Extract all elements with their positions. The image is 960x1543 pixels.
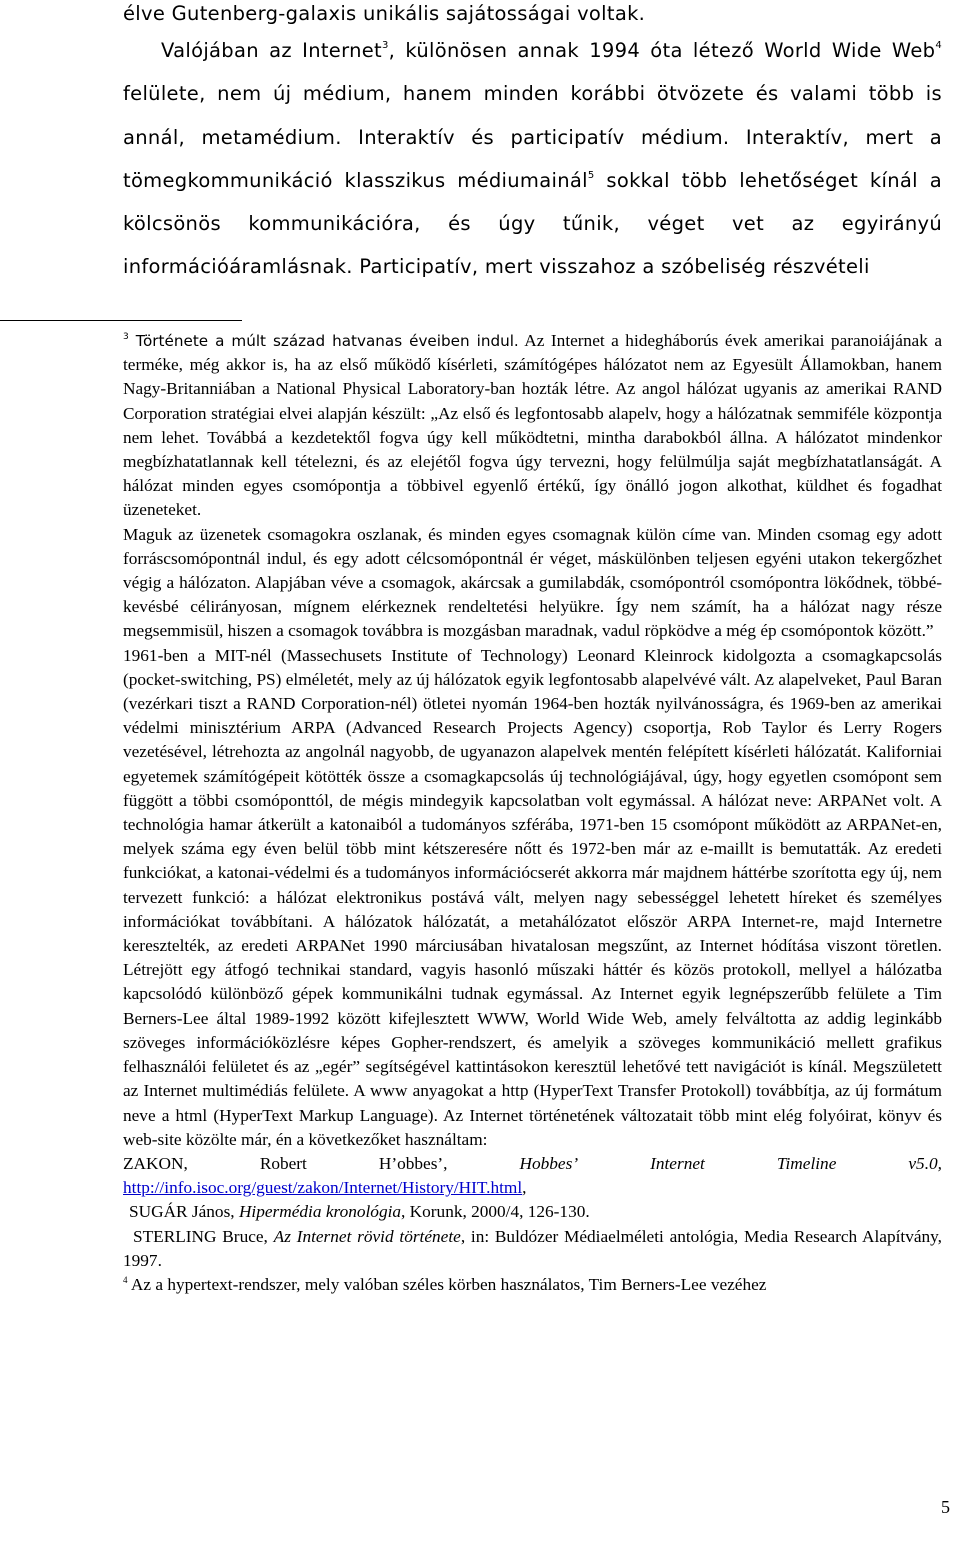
footnote-separator <box>0 320 242 321</box>
footnote-3: $^3$ Története a múlt század hatvanas éveiben indul. Az Internet a hidegháborús évek amerikai paranoiájának a terméke, még akkor is, ha az első működő kísérleti, számítógépes hálózatot nem az Egyesült Államokban, hanem Nagy-Britanniában a National Physical Laboratory-ban hozták létre. Az angol hálózat ugyanis az amerikai RAND Corporation stratégiai elvei alapján készült: „Az első és legfontosabb alapelv, hogy a hálózatnak semmiféle központja nem lehet. Továbbá a kezdetektől fogva úgy kell működtetni, mintha darabokból állna. A hálózatot mindenkor megbízhatatlannak kell tételezni, és az elejétől fogva úgy tervezni, hogy felülmúlja saját megbízhatatlanságát. A hálózat minden egyes csomópontja a többivel egyenlő értékű, így önálló jogon alkothat, küldhet és fogadhat üzeneteket. <box>123 331 942 520</box>
reference-zakon: ZAKON, Robert H’obbes’, Hobbes’ Internet Timeline v5.0, <box>123 1153 942 1173</box>
footnote-4: $^4$ Az a hypertext-rendszer, mely valóban széles körben használatos, Tim Berners-Lee vezéhez <box>123 1274 767 1294</box>
footnote-ref-5[interactable]: 5 <box>587 169 595 181</box>
reference-link[interactable]: http://info.isoc.org/guest/zakon/Internet/History/HIT.html <box>123 1178 523 1198</box>
body-line-continuation: élve Gutenberg-galaxis unikális sajátosságai voltak. <box>123 2 646 25</box>
footnotes: $^3$ Története a múlt század hatvanas éveiben indul. Az Internet a hidegháborús évek amerikai paranoiájának a terméke, még akkor is, ha az első működő kísérleti, számítógépes hálózatot nem az Egyesült Államokban, hanem Nagy-Britanniában a National Physical Laboratory-ban hozták létre. Az angol hálózat ugyanis az amerikai RAND Corporation stratégiai elvei alapján készült: „Az első és legfontosabb alapelv, hogy a hálózatnak semmiféle központja nem lehet. Továbbá a kezdetektől fogva úgy kell működtetni, mintha darabokból állna. A hálózatot mindenkor megbízhatatlannak kell tételezni, és az elejétől fogva úgy tervezni, hogy felülmúlja saját megbízhatatlanságát. A hálózat minden egyes csomópontja a többivel egyenlő értékű, így önálló jogon alkothat, küldhet és fogadhat üzeneteket. Maguk az üzenetek csomagokra oszlanak, és minden egyes csomagnak külön címe van. Minden csomag egy adott forráscsomópontnál indul, és egy adott célcsomópontnál ér véget, máskülönben teljesen egyéni utakon tekergőzhet végig a hálózaton. Alapjában véve a csomagok, akárcsak a gumilabdák, csomópontról csomópontra lökődnek, többé-kevésbé célirányosan, mígnem elérkeznek rendeltetési helyükre. Így nem számít, ha a hálózat nagy része megsemmisül, hiszen a csomagok továbbra is mozgásban maradnak, vadul röpködve a még ép csomópontok között.” 1961-ben a MIT-nél (Massechusets Institute of Technology) Leonard Kleinrock kidolgozta a csomagkapcsolás (pocket-switching, PS) elméletét, mely az új hálózatok egyik legfontosabb alapelvévé vált. Az alapelveket, Paul Baran (vezérkari tiszt a RAND Corporation-nél) ötletei nyomán 1964-ben hozták nyilvánosságra, és 1969-ben az amerikai védelmi minisztérium ARPA (Advanced Research Projects Agency) csoportja, Rob Taylor és Lerry Rogers vezetésével, létrehozta az angolnál nagyobb, de ugyanazon alapelvek mentén felépített kísérleti hálózatát. Kaliforniai egyetemek számítógépeit kötötték össze a csomagkapcsolás új technológiájával, úgy, hogy egyetlen csomópont sem függött a többi csomóponttól, de mégis mindegyik kapcsolatban volt egymással. A hálózat neve: ARPANet volt. A technológia hamar átkerült a katonaiból a tudományos szférába, 1971-ben 15 csomópont működött az ARPANet-en, melyek száma egy éven belül több mint kétszeresére nőtt és 1972-ben már az e-maillt is bemutatták. Az eredeti funkciókat, a katonai-védelmi és a tudományos információcserét akkorra már majdnem háttérbe szorította egy új, nem tervezett funkció: a hálózat elektronikus postává vált, melyen nagy sebességgel lehetett híreket és személyes információkat továbbítani. A hálózatok hálózatát, a metahálózatot először ARPA Internet-re, majd Internetre keresztelték, az eredeti ARPANet 1990 márciusában hivatalosan megszűnt, az Internet hódítása viszont töretlen. Létrejött egy átfogó technikai standard, vagyis hasonló műszaki háttér és közös protokoll, mellyel a hálózatba kapcsolódó különböző gépek kommunikálni tudnak egymással. Az Internet egyik legnépszerűbb felülete a Tim Berners-Lee által 1989-1992 között kifejlesztett WWW, World Wide Web, amely felváltotta az addig leginkább szöveges információközlésre képes Gopher-rendszert, és amelyik a szöveges kommunikáció mellett grafikus felhasználói felületet és az „egér” segítségével kattintásokon keresztül lehetővé tett navigációt is kínál. Megszületett az Internet multimédiás felülete. A www anyagokat a http (HyperText Transfer Protokoll) továbbítja, az új formátum neve a html (HyperText Markup Language). Az Internet történetének változatait több mint elég folyóirat, könyv és web-site közölte már, én a következőket használtam: ZAKON, Robert H’obbes’, Hobbes’ Internet Timeline v5.0, http://info.isoc.org/guest/zakon/Internet/History/HIT.html, SUGÁR János, Hipermédia kronológia, Korunk, 2000/4, 126-130. STERLING Bruce, Az Internet rövid története, in: Buldózer Médiaelméleti antológia, Media Research Alapítvány, 1997. $^4$ Az a hypertext-rendszer, mely valóban széles körben használatos, Tim Berners-Lee vezéhez <box>123 329 942 1297</box>
footnote-ref-4[interactable]: 4 <box>935 40 942 51</box>
footnote-3-paragraph-2: Maguk az üzenetek csomagokra oszlanak, és minden egyes csomagnak külön címe van. Minden csomag egy adott forráscsomópontnál indul, és egy adott célcsomópontnál ér véget, máskülönben teljesen egyéni utakon tekergőzhet végig a hálózaton. Alapjában véve a csomagok, akárcsak a gumilabdák, csomópontról csomópontra lökődnek, többé-kevésbé célirányosan, mígnem elérkeznek rendeltetési helyükre. Így nem számít, ha a hálózat nagy része megsemmisül, hiszen a csomagok továbbra is mozgásban maradnak, vadul röpködve a még ép csomópontok között.” <box>123 524 942 641</box>
reference-sterling: STERLING Bruce, Az Internet rövid története, in: Buldózer Médiaelméleti antológia, Media Research Alapítvány, 1997. <box>123 1226 942 1270</box>
footnote-ref-3[interactable]: 3 <box>381 40 389 51</box>
reference-sugar: SUGÁR János, Hipermédia kronológia, Korunk, 2000/4, 126-130. <box>129 1202 590 1222</box>
page-number: 5 <box>941 1497 950 1517</box>
body-paragraph: Valójában az Internet$^3$, különösen annak 1994 óta létező World Wide Web$^4$ felülete, nem új médium, hanem minden korábbi ötvözete és valami több is annál, metamédium. Interaktív és participatív médium. Interaktív, mert a tömegkommunikáció klasszikus médiumainál$^5$ sokkal több lehetőséget kínál a kölcsönös kommunikációra, és úgy tűnik, véget vet az egyirányú információáramlásnak. Participatív, mert visszahoz a szóbeliség részvételi <box>123 39 942 279</box>
footnote-3-paragraph-3: 1961-ben a MIT-nél (Massechusets Institute of Technology) Leonard Kleinrock kidolgozta a csomagkapcsolás (pocket-switching, PS) elméletét, mely az új hálózatok egyik legfontosabb alapelvévé vált. Az alapelveket, Paul Baran (vezérkari tiszt a RAND Corporation-nél) ötletei nyomán 1964-ben hozták nyilvánosságra, és 1969-ben az amerikai védelmi minisztérium ARPA (Advanced Research Projects Agency) csoportja, Rob Taylor és Lerry Rogers vezetésével, létrehozta az angolnál nagyobb, de ugyanazon alapelvek mentén felépített kísérleti hálózatát. Kaliforniai egyetemek számítógépeit kötötték össze a csomagkapcsolás új technológiájával, úgy, hogy egyetlen csomópont sem függött a többi csomóponttól, de mégis mindegyik kapcsolatban volt egymással. A hálózat neve: ARPANet volt. A technológia hamar átkerült a katonaiból a tudományos szférába, 1971-ben 15 csomópont működött az ARPANet-en, melyek száma egy éven belül több mint kétszeresére nőtt és 1972-ben már az e-maillt is bemutatták. Az eredeti funkciókat, a katonai-védelmi és a tudományos információcserét akkorra már majdnem háttérbe szorította egy új, nem tervezett funkció: a hálózat elektronikus postává vált, melyen nagy sebességgel lehetett híreket és személyes információkat továbbítani. A hálózatok hálózatát, a metahálózatot először ARPA Internet-re, majd Internetre keresztelték, az eredeti ARPANet 1990 márciusában hivatalosan megszűnt, az Internet hódítása viszont töretlen. Létrejött egy átfogó technikai standard, vagyis hasonló műszaki háttér és közös protokoll, mellyel a hálózatba kapcsolódó különböző gépek kommunikálni tudnak egymással. Az Internet egyik legnépszerűbb felülete a Tim Berners-Lee által 1989-1992 között kifejlesztett WWW, World Wide Web, amely felváltotta az addig leginkább szöveges információközlésre képes Gopher-rendszert, és amelyik a szöveges kommunikáció mellett grafikus felhasználói felületet és az „egér” segítségével kattintásokon keresztül lehetővé tett navigációt is kínál. Megszületett az Internet multimédiás felülete. A www anyagokat a http (HyperText Transfer Protokoll) továbbítja, az új formátum neve a html (HyperText Markup Language). Az Internet történetének változatait több mint elég folyóirat, könyv és web-site közölte már, én a következőket használtam: <box>123 645 942 1149</box>
